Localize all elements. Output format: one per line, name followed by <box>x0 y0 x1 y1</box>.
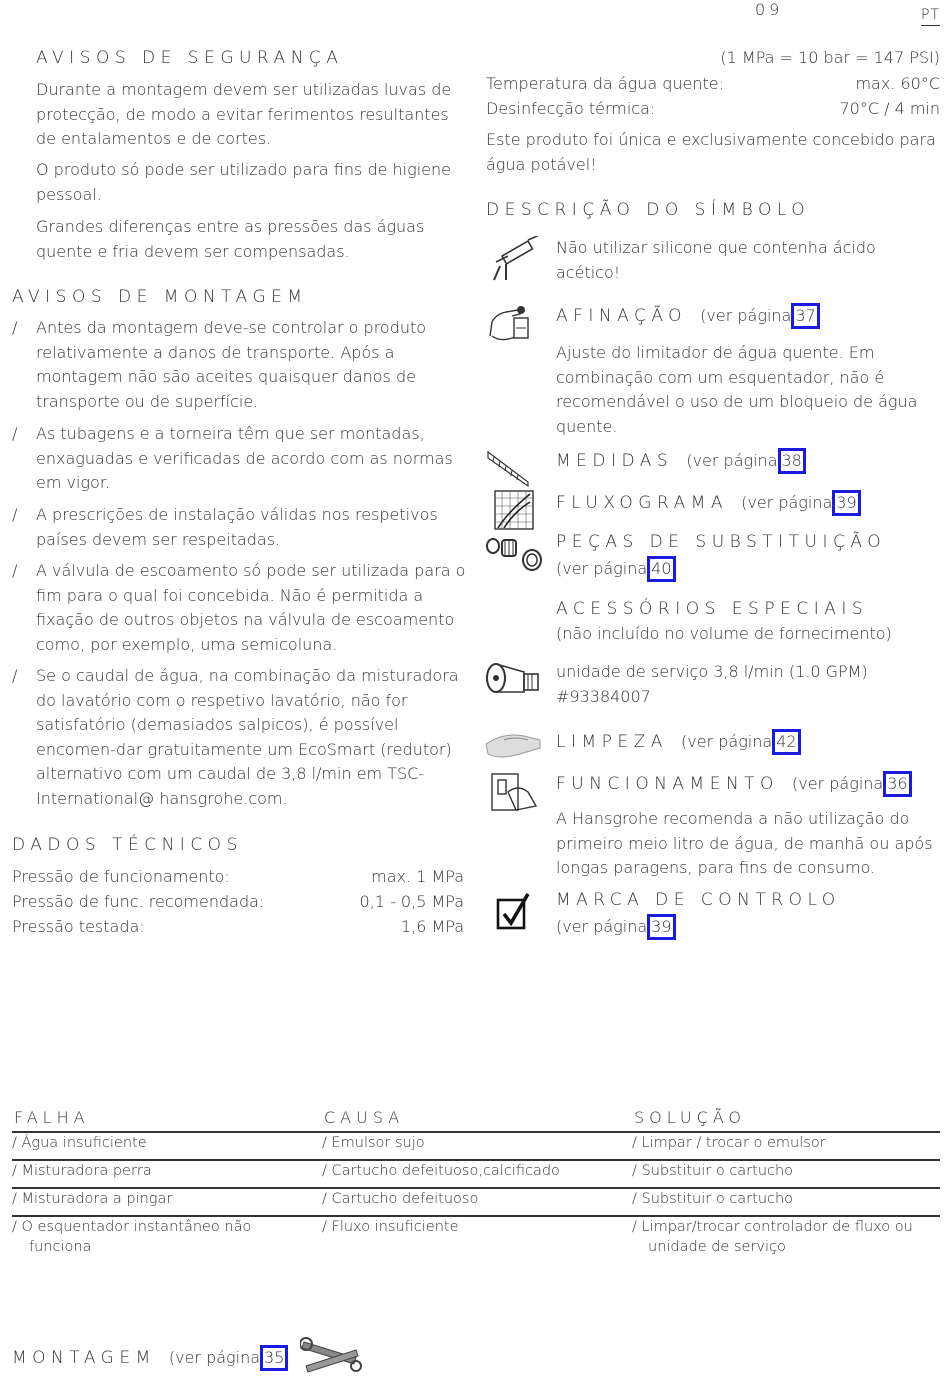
assembly-title: MONTAGEM <box>12 1348 156 1368</box>
safety-paragraph-1: Durante a montagem devem ser utilizadas luvas de protecção, de modo a evitar ferimentos resultantes de entalamentos e de cortes. <box>36 80 452 148</box>
bullet-slash: / <box>12 1219 22 1235</box>
table-header-cause: CAUSA <box>324 1108 405 1127</box>
page-number: 09 <box>755 0 784 19</box>
flow-title: FLUXOGRAMA <box>556 493 729 513</box>
ref-prefix: (ver página <box>686 451 778 470</box>
bullet-slash: / <box>322 1163 332 1179</box>
accessories-title: ACESSÓRIOS ESPECIAIS <box>556 599 869 619</box>
solution-cell: Limpar / trocar o emulsor <box>641 1135 826 1151</box>
page-link-39-mark[interactable]: 39 <box>647 914 675 940</box>
pressure-conversion: (1 MPa = 10 bar = 147 PSI) <box>720 48 940 67</box>
bullet-slash: / <box>12 561 18 580</box>
table-row <box>322 1133 612 1153</box>
bullet-slash: / <box>322 1191 332 1207</box>
symbols-title: DESCRIÇÃO DO SÍMBOLO <box>486 200 811 220</box>
ref-prefix: (ver página <box>556 917 648 936</box>
ref-prefix: (ver página <box>556 559 648 578</box>
spare-parts-ref <box>556 556 676 582</box>
tech-value: 70°C / 4 min <box>839 99 940 118</box>
page-link-37[interactable]: 37 <box>791 303 819 329</box>
silicone-warning: Não utilizar silicone que contenha ácido acético! <box>556 238 876 282</box>
page-link-36[interactable]: 36 <box>883 771 911 797</box>
cleaning-heading <box>556 729 801 755</box>
safety-paragraph-2: O produto só pode ser utilizado para fins de higiene pessoal. <box>36 160 451 204</box>
fault-cell: O esquentador instantâneo não funciona <box>21 1219 252 1255</box>
solution-cell: Substituir o cartucho <box>641 1163 794 1179</box>
tech-label: Pressão de funcionamento: <box>12 867 230 886</box>
table-row <box>632 1133 932 1153</box>
table-row <box>632 1217 922 1257</box>
ruler-icon <box>486 448 530 488</box>
table-row <box>12 1189 302 1209</box>
wrench-icon <box>300 1336 362 1376</box>
tech-label: Desinfecção térmica: <box>486 99 656 118</box>
potable-water-note: Este produto foi única e exclusivamente concebido para água potável! <box>486 130 936 174</box>
tech-label: Pressão testada: <box>12 917 145 936</box>
service-unit-line2: #93384007 <box>556 687 651 706</box>
bullet-slash: / <box>12 505 18 524</box>
bullet-slash: / <box>632 1219 642 1235</box>
table-header-fault: FALHA <box>14 1108 90 1127</box>
bullet-slash: / <box>12 424 18 443</box>
cause-cell: Cartucho defeituoso <box>331 1191 479 1207</box>
page-link-35[interactable]: 35 <box>260 1345 288 1371</box>
table-row <box>12 1161 302 1181</box>
control-mark-title: MARCA DE CONTROLO <box>556 890 841 910</box>
fault-cell: Água insuficiente <box>21 1135 147 1151</box>
bullet-slash: / <box>12 1191 22 1207</box>
tech-row <box>486 96 940 121</box>
bullet-slash: / <box>12 318 18 337</box>
assembly-notes-title: AVISOS DE MONTAGEM <box>12 287 308 307</box>
tuning-ref <box>700 306 820 325</box>
tech-label: Temperatura da água quente: <box>486 74 725 93</box>
page-link-42[interactable]: 42 <box>772 729 800 755</box>
list-item <box>12 422 467 496</box>
flow-chart-icon <box>494 490 534 530</box>
table-row <box>12 1217 274 1257</box>
list-item <box>12 664 467 811</box>
function-heading <box>556 771 912 797</box>
tuning-title: AFINAÇÃO <box>556 306 688 326</box>
solution-cell: Substituir o cartucho <box>641 1191 794 1207</box>
ref-prefix: (ver página <box>792 774 884 793</box>
service-unit-line1: unidade de serviço 3,8 l/min (1.0 GPM) <box>556 662 868 681</box>
fault-cell: Misturadora a pingar <box>21 1191 173 1207</box>
function-text: A Hansgrohe recomenda a não utilização do primeiro meio litro de água, de manhã ou após longas paragens, para fins de consumo. <box>556 809 933 877</box>
ref-prefix: (ver página <box>741 493 833 512</box>
list-item-text: As tubagens e a torneira têm que ser montadas, enxaguadas e verificadas de acordo com as normas em vigor. <box>36 424 453 492</box>
list-item-text: A prescrições de instalação válidas nos respetivos países devem ser respeitadas. <box>36 505 438 549</box>
control-mark-ref <box>556 914 676 940</box>
tuning-heading <box>556 303 820 329</box>
solution-cell: Limpar/trocar controlador de fluxo ou unidade de serviço <box>641 1219 913 1255</box>
ref-prefix: (ver página <box>168 1348 261 1367</box>
accessories-subtitle: (não incluído no volume de fornecimento) <box>556 624 892 643</box>
tech-label: Pressão de func. recomendada: <box>12 892 265 911</box>
flow-ref <box>741 493 861 512</box>
bullet-slash: / <box>632 1163 642 1179</box>
assembly-footer <box>12 1345 288 1371</box>
table-row <box>322 1217 612 1237</box>
cause-cell: Cartucho defeituoso,calcificado <box>331 1163 560 1179</box>
hand-operation-icon <box>488 770 540 814</box>
tuning-text: Ajuste do limitador de água quente. Em combinação com um esquentador, não é recomendável o uso de um bloqueio de água quente. <box>556 343 918 436</box>
spare-parts-title: PEÇAS DE SUBSTITUIÇÃO <box>556 532 887 552</box>
cleaning-title: LIMPEZA <box>556 732 668 752</box>
bullet-slash: / <box>12 666 18 685</box>
service-unit-icon <box>484 660 544 704</box>
list-item <box>12 559 467 657</box>
hand-cleaning-icon <box>484 726 544 766</box>
tech-row <box>12 864 464 889</box>
tech-data-table <box>12 864 464 939</box>
cause-cell: Emulsor sujo <box>331 1135 425 1151</box>
tech-data-title: DADOS TÉCNICOS <box>12 835 243 855</box>
tech-value: max. 60°C <box>855 74 940 93</box>
list-item-text: Antes da montagem deve-se controlar o produto relativamente a danos de transporte. Após a montagem não são aceites quaisquer danos de transporte ou de superfície. <box>36 318 427 411</box>
measures-ref <box>686 451 806 470</box>
table-row <box>322 1161 612 1181</box>
list-item <box>12 316 467 414</box>
bullet-slash: / <box>322 1219 332 1235</box>
tech-value: 0,1 - 0,5 MPa <box>359 892 464 911</box>
table-header-solution: SOLUÇÃO <box>634 1108 747 1127</box>
table-row <box>322 1189 612 1209</box>
table-row <box>632 1189 932 1209</box>
function-ref <box>792 774 912 793</box>
ref-prefix: (ver página <box>681 732 773 751</box>
page-link-38[interactable]: 38 <box>778 448 806 474</box>
cause-cell: Fluxo insuficiente <box>331 1219 459 1235</box>
tech-row <box>12 914 464 939</box>
list-item-text: A válvula de escoamento só pode ser utilizada para o fim para o qual foi concebida. Não é permitida a fixação de outros objetos na válvula de escoamento como, por exemplo, uma semicoluna. <box>36 561 466 654</box>
language-tag: PT <box>921 7 940 26</box>
bullet-slash: / <box>632 1135 642 1151</box>
measures-heading <box>556 448 806 474</box>
spare-parts-icon <box>484 534 544 572</box>
page-link-40[interactable]: 40 <box>647 556 675 582</box>
bullet-slash: / <box>12 1163 22 1179</box>
list-item-text: Se o caudal de água, na combinação da misturadora do lavatório com o respetivo lavatório, não for satisfatório (demasiados salpicos), é possível encomen-dar gratuitamente um EcoSmart (redutor) alternativo com um caudal de 3,8 l/min em TSC-International@ hansgrohe.com. <box>36 666 459 808</box>
table-row <box>12 1133 302 1153</box>
checkmark-icon <box>496 892 532 932</box>
safety-title: AVISOS DE SEGURANÇA <box>36 48 344 68</box>
measures-title: MEDIDAS <box>556 451 674 471</box>
ref-prefix: (ver página <box>700 306 792 325</box>
flow-heading <box>556 490 861 516</box>
tech-value: max. 1 MPa <box>371 867 464 886</box>
safety-paragraph-3: Grandes diferenças entre as pressões das águas quente e fria devem ser compensadas. <box>36 217 425 261</box>
assembly-ref <box>169 1348 289 1367</box>
tech-row <box>12 889 464 914</box>
tech-value: 1,6 MPa <box>400 917 464 936</box>
cleaning-ref <box>681 732 801 751</box>
tech-row <box>486 71 940 96</box>
fault-cell: Misturadora perra <box>21 1163 152 1179</box>
bullet-slash: / <box>632 1191 642 1207</box>
bullet-slash: / <box>322 1135 332 1151</box>
tech-data-table-2 <box>486 71 940 121</box>
hand-tuning-icon <box>486 302 536 346</box>
table-row <box>632 1161 932 1181</box>
function-title: FUNCIONAMENTO <box>556 774 779 794</box>
silicone-gun-icon <box>490 236 546 282</box>
list-item <box>12 503 467 552</box>
page-link-39[interactable]: 39 <box>832 490 860 516</box>
bullet-slash: / <box>12 1135 22 1151</box>
